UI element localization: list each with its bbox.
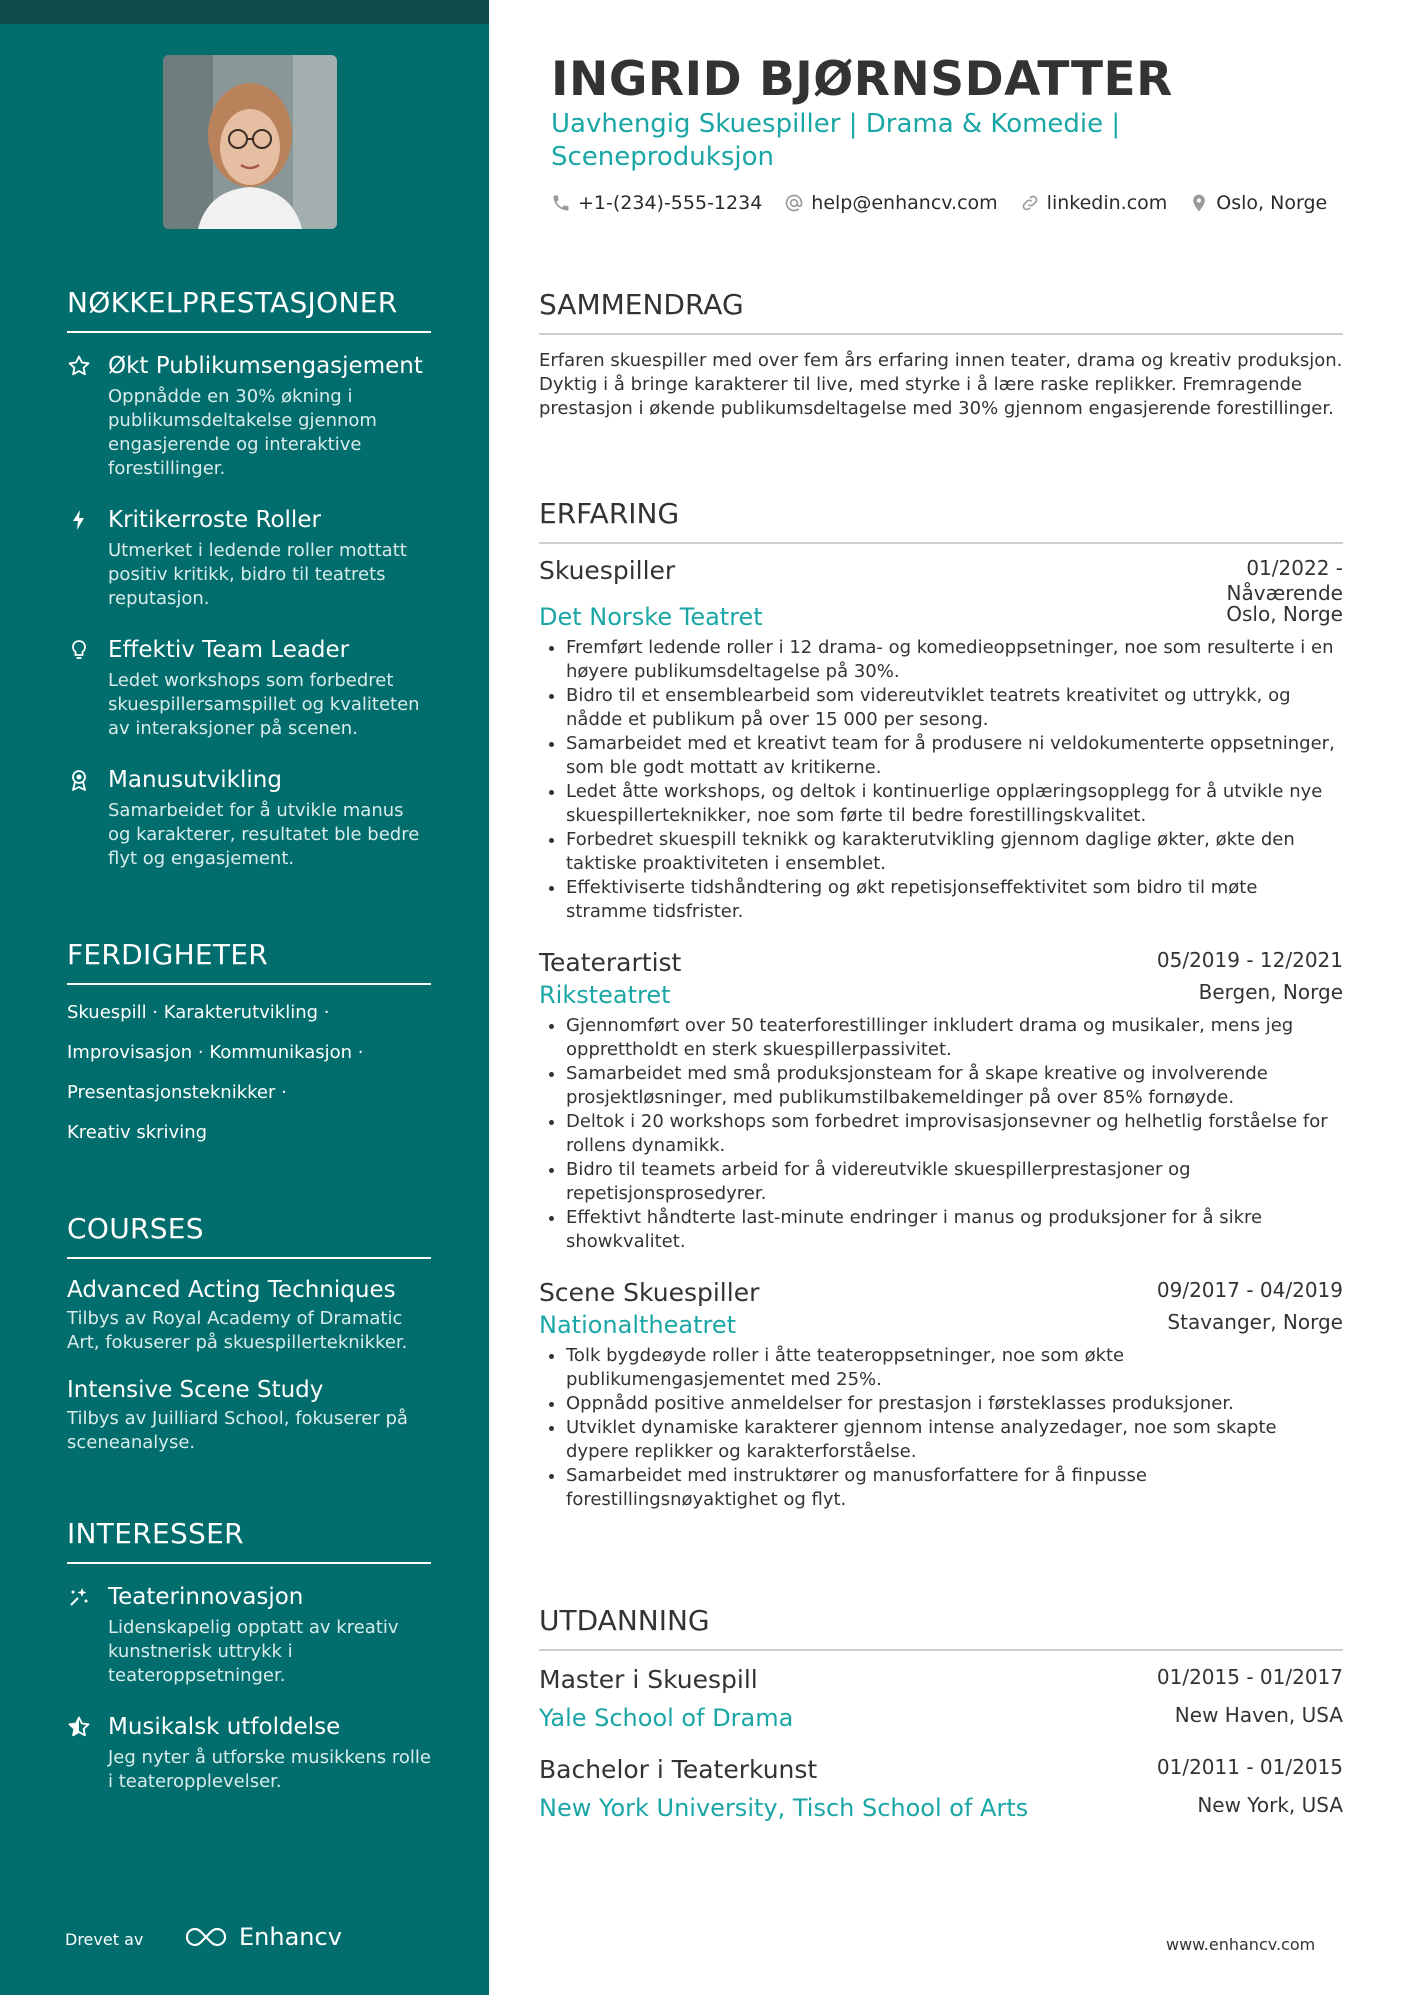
education-section [539, 1604, 1343, 1823]
phone-icon [551, 193, 571, 213]
education-heading: UTDANNING [539, 1604, 1343, 1651]
link-icon [1020, 193, 1040, 213]
bullet-item: • Bidro til et ensemblearbeid som videreutviklet teatrets kreativitet og uttrykk, og nådde et publikum på over 15 000 per sesong. [566, 684, 1343, 732]
courses-heading: COURSES [67, 1212, 431, 1259]
achievements-heading: NØKKELPRESTASJONER [67, 286, 431, 333]
bullet-item: • Gjennomført over 50 teaterforestillinger inkludert drama og musikaler, mens jeg opprettholdt en sterk skuespillerpassivitet. [566, 1014, 1343, 1062]
achievement-desc: Samarbeidet for å utvikle manus og karakterer, resultatet ble bedre flyt og engasjement. [108, 800, 420, 869]
job-location: Stavanger, Norge [1167, 1310, 1343, 1334]
school-location: New Haven, USA [1174, 1703, 1343, 1727]
achievement-item [67, 505, 431, 611]
footer-url[interactable]: www.enhancv.com [1166, 1935, 1316, 1954]
job-date: 09/2017 - 04/2019 [1156, 1278, 1343, 1302]
bullet-item: • Deltok i 20 workshops som forbedret improvisasjonsevner og helhetlig forståelse for rollens dynamikk. [566, 1110, 1343, 1158]
linkedin-text: linkedin.com [1046, 192, 1168, 214]
infinity-logo-icon [183, 1924, 229, 1950]
lightning-icon [67, 508, 91, 532]
degree-title: Master i Skuespill [539, 1665, 758, 1694]
skills-line: Skuespill · Karakterutvikling · [67, 1002, 330, 1023]
bullet-item: • Utviklet dynamiske karakterer gjennom intense analyzedager, noe som skapte dypere replikker og karakterforståelse. [566, 1416, 1343, 1464]
contact-bar [551, 192, 1327, 214]
job-bullets [539, 636, 1343, 924]
contact-linkedin[interactable] [1020, 192, 1168, 214]
education-entry [539, 1755, 1343, 1823]
job-title: Skuespiller [539, 556, 676, 585]
interest-item [67, 1582, 431, 1688]
achievement-desc: Ledet workshops som forbedret skuespillersamspillet og kvaliteten av interaksjoner på scenen. [108, 670, 420, 739]
sidebar [0, 0, 489, 1995]
achievement-item [67, 765, 431, 871]
interest-item [67, 1712, 431, 1794]
job-title: Scene Skuespiller [539, 1278, 760, 1307]
achievement-title: Effektiv Team Leader [108, 637, 350, 663]
job-title: Teaterartist [539, 948, 682, 977]
degree-title: Bachelor i Teaterkunst [539, 1755, 818, 1784]
headline: Uavhengig Skuespiller | Drama & Komedie | Sceneproduksjon [551, 109, 1121, 172]
skills-line: Kreativ skriving [67, 1122, 208, 1143]
job-date-end: Nåværende [1226, 581, 1343, 605]
interest-title: Musikalsk utfoldelse [108, 1714, 341, 1740]
interest-desc: Lidenskapelig opptatt av kreativ kunstnerisk uttrykk i teateroppsetninger. [108, 1617, 399, 1686]
course-desc: Tilbys av Juilliard School, fokuserer på sceneanalyse. [67, 1408, 408, 1453]
achievement-item [67, 351, 431, 481]
school-name: Yale School of Drama [539, 1704, 794, 1732]
experience-section [539, 497, 1343, 1512]
bullet-item: • Effektiviserte tidshåndtering og økt repetisjonseffektivitet som bidro til møte stramme tidsfrister. [566, 876, 1343, 924]
interest-desc: Jeg nyter å utforske musikkens rolle i teateropplevelser. [108, 1747, 431, 1792]
job-entry [539, 556, 1343, 924]
job-entry [539, 948, 1343, 1254]
skills-line: Presentasjonsteknikker · [67, 1082, 287, 1103]
location-pin-icon [1189, 193, 1209, 213]
contact-email[interactable] [784, 192, 997, 214]
job-location: Oslo, Norge [1226, 602, 1343, 626]
education-entry [539, 1665, 1343, 1733]
interests-heading: INTERESSER [67, 1517, 431, 1564]
summary-text: Erfaren skuespiller med over fem års erfaring innen teater, drama og kreativ produksjon. Dyktig i å bringe karakterer til live, med styrke i å lære raske replikker. Fremragende prestasjon i økende publikumsdeltagelse med 30% gjennom engasjerende forestillinger. [539, 350, 1343, 419]
email-text: help@enhancv.com [811, 192, 998, 214]
education-date: 01/2011 - 01/2015 [1156, 1755, 1343, 1779]
job-company: Det Norske Teatret [539, 603, 763, 631]
contact-location [1189, 192, 1327, 214]
achievement-item [67, 635, 431, 741]
job-bullets [539, 1014, 1343, 1254]
job-date [1227, 556, 1343, 606]
achievement-desc: Utmerket i ledende roller mottatt positiv kritikk, bidro til teatrets reputasjon. [108, 540, 407, 609]
summary-section [539, 288, 1343, 421]
job-entry [539, 1278, 1343, 1512]
bullet-item: • Bidro til teamets arbeid for å videreutvikle skuespillerprestasjoner og repetisjonsprosedyrer. [566, 1158, 1343, 1206]
enhancv-logo[interactable] [183, 1923, 342, 1951]
interest-title: Teaterinnovasjon [108, 1584, 304, 1610]
profile-photo [163, 55, 337, 229]
skills-line: Improvisasjon · Kommunikasjon · [67, 1042, 364, 1063]
star-icon [67, 354, 91, 378]
bullet-item: • Oppnådd positive anmeldelser for prestasjon i førsteklasses produksjoner. [566, 1392, 1343, 1416]
school-location: New York, USA [1197, 1793, 1343, 1817]
sidebar-top-band [0, 0, 489, 24]
phone-text: +1-(234)-555-1234 [578, 192, 763, 214]
skills-heading: FERDIGHETER [67, 938, 431, 985]
bullet-item: • Fremført ledende roller i 12 drama- og komedieoppsetninger, noe som resulterte i en høyere publikumsdeltagelse på 30%. [566, 636, 1343, 684]
education-date: 01/2015 - 01/2017 [1156, 1665, 1343, 1689]
school-name: New York University, Tisch School of Arts [539, 1794, 1029, 1822]
job-date-start: 01/2022 - [1246, 556, 1343, 580]
interests-section [67, 1517, 431, 1794]
logo-text: Enhancv [239, 1923, 342, 1951]
job-company: Nationaltheatret [539, 1311, 737, 1339]
achievement-title: Økt Publikumsengasjement [108, 353, 423, 379]
course-title: Intensive Scene Study [67, 1377, 324, 1403]
job-date: 05/2019 - 12/2021 [1156, 948, 1343, 972]
bullet-item: • Forbedret skuespill teknikk og karakterutvikling gjennom daglige økter, økte den taktiske proaktiviteten i ensemblet. [566, 828, 1343, 876]
course-title: Advanced Acting Techniques [67, 1277, 396, 1303]
powered-by-label: Drevet av [65, 1930, 144, 1949]
at-icon [784, 193, 804, 213]
job-company: Riksteatret [539, 981, 671, 1009]
achievement-title: Kritikerroste Roller [108, 507, 321, 533]
lightbulb-icon [67, 638, 91, 662]
bullet-item: • Ledet åtte workshops, og deltok i kontinuerlige opplæringsopplegg for å utvikle nye skuespillerteknikker, noe som førte til bedre forestillingskvalitet. [566, 780, 1343, 828]
course-desc: Tilbys av Royal Academy of Dramatic Art, fokuserer på skuespillerteknikker. [67, 1308, 408, 1353]
skills-section [67, 938, 431, 1145]
job-bullets [539, 1344, 1343, 1512]
candidate-name: INGRID BJØRNSDATTER [551, 52, 1173, 107]
job-location: Bergen, Norge [1198, 980, 1343, 1004]
innovation-icon [67, 1585, 91, 1609]
courses-section [67, 1212, 431, 1455]
bullet-item: • Effektivt håndterte last-minute endringer i manus og produksjoner for å sikre showkvalitet. [566, 1206, 1343, 1254]
contact-phone[interactable] [551, 192, 762, 214]
achievement-desc: Oppnådde en 30% økning i publikumsdeltakelse gjennom engasjerende og interaktive forestillinger. [108, 386, 377, 479]
bullet-item: • Tolk bygdeøyde roller i åtte teateroppsetninger, noe som økte publikumengasjementet med 25%. [566, 1344, 1343, 1392]
bullet-item: • Samarbeidet med instruktører og manusforfattere for å finpusse forestillingsnøyaktighet og flyt. [566, 1464, 1343, 1512]
experience-heading: ERFARING [539, 497, 1343, 544]
achievements-section [67, 286, 431, 871]
bullet-item: • Samarbeidet med et kreativt team for å produsere ni veldokumenterte oppsetninger, som ble godt mottatt av kritikerne. [566, 732, 1343, 780]
award-icon [67, 768, 91, 792]
summary-heading: SAMMENDRAG [539, 288, 1343, 335]
star-half-icon [67, 1715, 91, 1739]
bullet-item: • Samarbeidet med små produksjonsteam for å skape kreative og involverende prosjektløsninger, med publikumstilbakemeldinger på over 85% fornøyde. [566, 1062, 1343, 1110]
achievement-title: Manusutvikling [108, 767, 282, 793]
location-text: Oslo, Norge [1216, 192, 1328, 214]
